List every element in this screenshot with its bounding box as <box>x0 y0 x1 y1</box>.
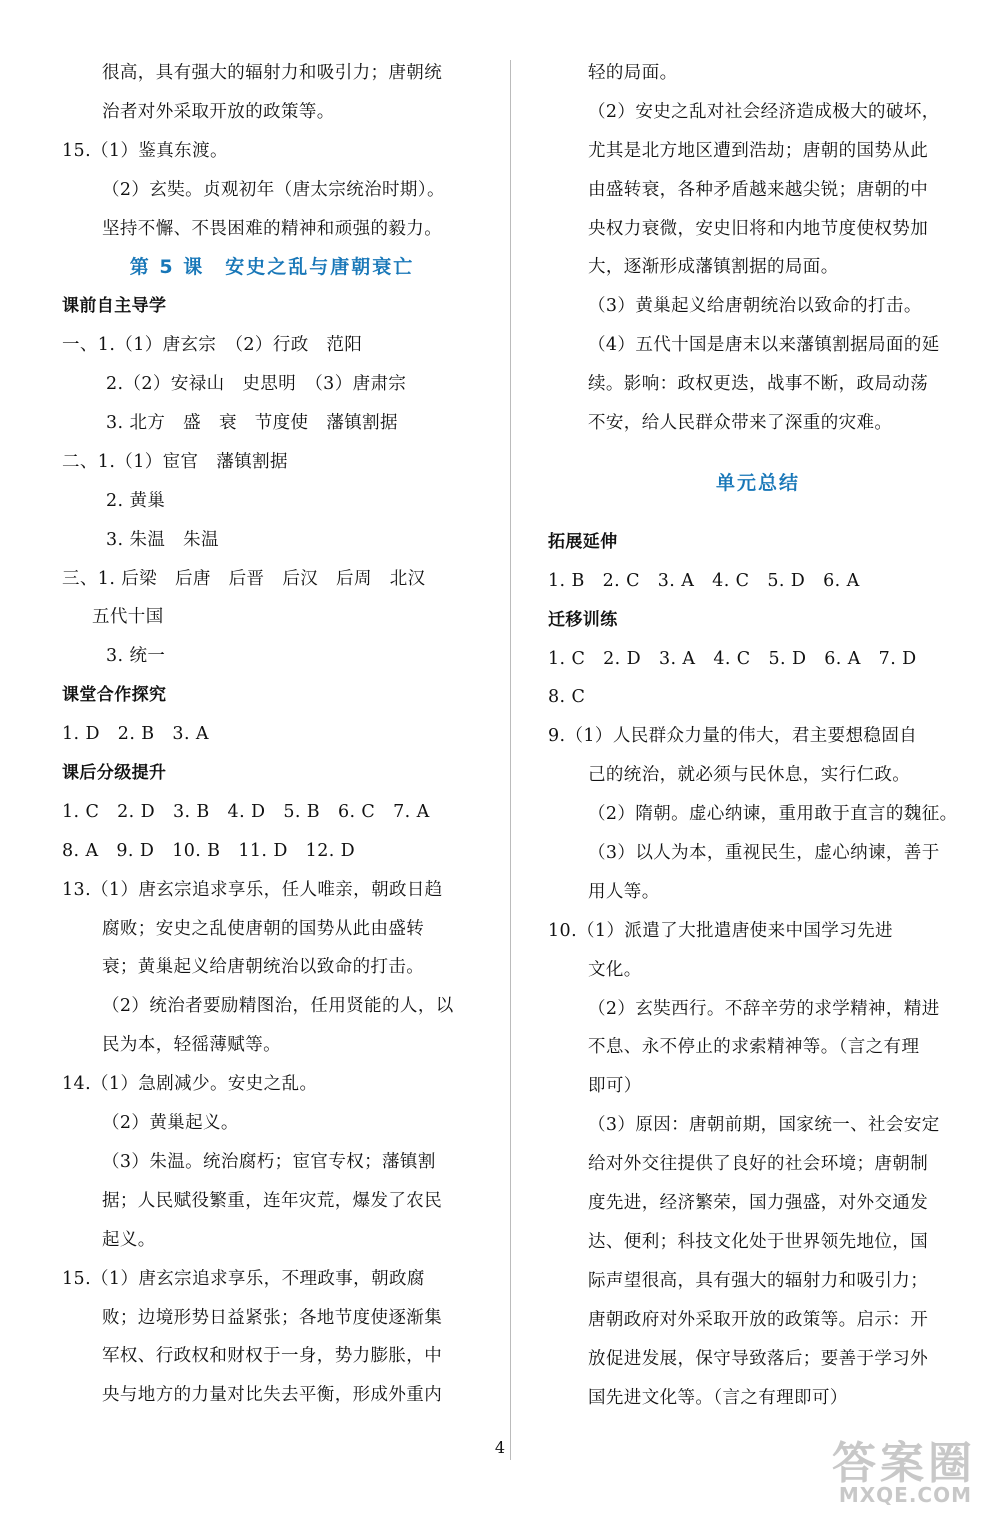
watermark-site: MXQE.COM <box>838 1483 972 1507</box>
text-line: 据；人民赋役繁重，连年灾荒，爆发了农民 <box>102 1190 443 1211</box>
text-line: （3）以人为本，重视民生，虚心纳谏，善于 <box>588 843 940 864</box>
text-line: 唐朝政府对外采取开放的政策等。启示：开 <box>588 1309 929 1330</box>
text-line: 1. C 2. D 3. A 4. C 5. D 6. A 7. D <box>548 648 917 669</box>
text-line: 央与地方的力量对比失去平衡，形成外重内 <box>102 1385 443 1406</box>
text-line: （3）原因：唐朝前期，国家统一、社会安定 <box>588 1115 940 1136</box>
text-line: 很高，具有强大的辐射力和吸引力；唐朝统 <box>102 63 443 83</box>
text-line: 不安，给人民群众带来了深重的灾难。 <box>588 413 893 434</box>
text-line: 轻的局面。 <box>588 63 678 83</box>
page-number: 4 <box>494 1438 506 1457</box>
text-line: 军权、行政权和财权于一身，势力膨胀，中 <box>102 1346 443 1367</box>
text-line: 13.（1）唐玄宗追求享乐，任人唯亲，朝政日趋 <box>62 879 443 900</box>
text-line: 尤其是北方地区遭到浩劫；唐朝的国势从此 <box>588 140 929 161</box>
text-line: 五代十国 <box>92 607 164 628</box>
left-column <box>62 54 482 1415</box>
text-line: 央权力衰微，安史旧将和内地节度使权势加 <box>588 218 929 239</box>
text-line: （2）统治者要励精图治，任用贤能的人，以 <box>102 996 454 1017</box>
text-line: 9.（1）人民群众力量的伟大，君主要想稳固自 <box>548 726 918 747</box>
text-line: （2）玄奘西行。不辞辛劳的求学精神，精进 <box>588 998 940 1019</box>
text-line: 2.（2）安禄山 史思明 （3）唐肃宗 <box>106 374 407 395</box>
text-line: （4）五代十国是唐末以来藩镇割据局面的延 <box>588 335 940 356</box>
text-line: （2）黄巢起义。 <box>102 1113 239 1134</box>
text-line: 8. A 9. D 10. B 11. D 12. D <box>62 840 356 861</box>
text-line: 国先进文化等。（言之有理即可） <box>588 1387 848 1408</box>
text-line: 15.（1）鉴真东渡。 <box>62 140 228 161</box>
text-line: （2）玄奘。贞观初年（唐太宗统治时期）。 <box>102 179 445 200</box>
text-line: 际声望很高，具有强大的辐射力和吸引力； <box>588 1270 929 1291</box>
text-line: （2）安史之乱对社会经济造成极大的破坏， <box>588 101 940 122</box>
text-line: 3. 北方 盛 衰 节度使 藩镇割据 <box>106 413 398 434</box>
text-line: 10.（1）派遣了大批遣唐使来中国学习先进 <box>548 920 893 941</box>
watermark-logo <box>786 1427 976 1507</box>
text-line: 放促进发展，保守导致落后；要善于学习外 <box>588 1348 929 1369</box>
column-divider <box>510 60 511 1460</box>
text-line: 二、1.（1）宦官 藩镇割据 <box>62 451 288 472</box>
text-line: 1. D 2. B 3. A <box>62 724 209 745</box>
text-line: 14.（1）急剧减少。安史之乱。 <box>62 1074 318 1095</box>
text-line: 坚持不懈、不畏困难的精神和顽强的毅力。 <box>102 218 443 239</box>
text-line: （3）朱温。统治腐朽；宦官专权；藩镇割 <box>102 1151 436 1172</box>
text-line: 不息、永不停止的求索精神等。（言之有理 <box>588 1037 920 1058</box>
text-line: 即可） <box>588 1076 642 1097</box>
text-line: 达、便利；科技文化处于世界领先地位，国 <box>588 1231 929 1252</box>
text-line: 3. 朱温 朱温 <box>106 529 219 550</box>
text-line: 大，逐渐形成藩镇割据的局面。 <box>588 257 839 278</box>
right-column <box>548 54 968 1417</box>
text-line: 8. C <box>548 687 586 708</box>
section-heading: 迁移训练 <box>548 609 618 630</box>
section-heading: 课后分级提升 <box>62 763 167 784</box>
text-line: 由盛转衰，各种矛盾越来越尖锐；唐朝的中 <box>588 179 929 200</box>
text-line: 己的统治，就必须与民休息，实行仁政。 <box>588 765 911 786</box>
text-line: 用人等。 <box>588 881 660 902</box>
watermark-text: 答案圈 <box>832 1438 976 1489</box>
text-line: 度先进，经济繁荣，国力强盛，对外交通发 <box>588 1193 929 1214</box>
text-line: 1. C 2. D 3. B 4. D 5. B 6. C 7. A <box>62 801 430 822</box>
text-line: 败；边境形势日益紧张；各地节度使逐渐集 <box>102 1307 443 1328</box>
text-line: 一、1.（1）唐玄宗 （2）行政 范阳 <box>62 335 363 356</box>
text-line: 15.（1）唐玄宗追求享乐，不理政事，朝政腐 <box>62 1268 425 1289</box>
text-line: 3. 统一 <box>106 646 166 667</box>
section-heading: 课前自主导学 <box>62 296 167 317</box>
text-line: 文化。 <box>588 959 642 980</box>
section-heading: 拓展延伸 <box>548 531 618 552</box>
section-title: 第 5 课 安史之乱与唐朝衰亡 <box>129 256 415 279</box>
text-line: （2）隋朝。虚心纳谏，重用敢于直言的魏征。 <box>588 804 958 825</box>
section-title: 单元总结 <box>715 471 800 494</box>
text-line: 治者对外采取开放的政策等。 <box>102 101 335 122</box>
text-line: 2. 黄巢 <box>106 490 166 511</box>
text-line: 腐败；安史之乱使唐朝的国势从此由盛转 <box>102 918 425 939</box>
text-line: 三、1. 后梁 后唐 后晋 后汉 后周 北汉 <box>62 568 426 589</box>
text-line: 给对外交往提供了良好的社会环境；唐朝制 <box>588 1154 929 1175</box>
text-line: 民为本，轻徭薄赋等。 <box>102 1035 281 1056</box>
text-line: 续。影响：政权更迭，战事不断，政局动荡 <box>588 374 929 395</box>
section-heading: 课堂合作探究 <box>62 685 167 706</box>
text-line: 衰；黄巢起义给唐朝统治以致命的打击。 <box>102 957 425 978</box>
text-line: 1. B 2. C 3. A 4. C 5. D 6. A <box>548 570 860 591</box>
text-line: （3）黄巢起义给唐朝统治以致命的打击。 <box>588 296 922 317</box>
text-line: 起义。 <box>102 1229 156 1250</box>
